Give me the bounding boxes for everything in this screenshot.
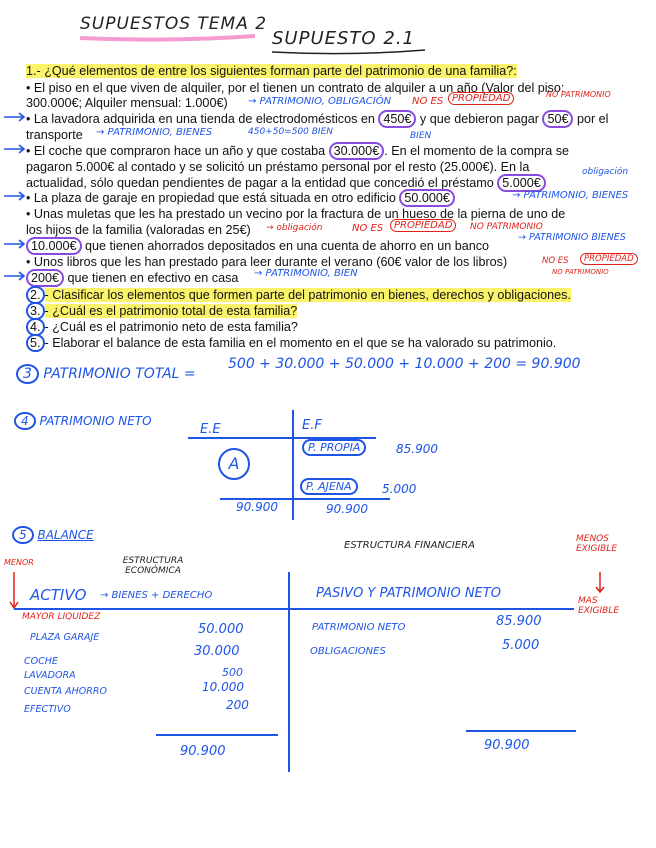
asset-value: 200 — [226, 698, 249, 712]
liability-value: 5.000 — [502, 638, 540, 653]
answer-5-label: 5 BALANCE — [12, 528, 94, 542]
answer-3-sum: 500 + 30.000 + 50.000 + 10.000 + 200 = 90.900 — [228, 356, 581, 372]
note-libros-propiedad: PROPIEDAD — [580, 254, 638, 264]
note-lavadora-sum: 450+50=500 BIEN — [248, 127, 333, 137]
answer-5-mayor-liquidez: MAYOR LIQUIDEZ — [22, 612, 101, 622]
answer-4-p-ajena: P. AJENA — [300, 480, 358, 493]
item-coche-line2: pagaron 5.000€ al contado y se solicitó un préstamo personal por el resto (25.000€). En la — [26, 160, 530, 174]
answer-5-activo-sub: → BIENES + DERECHO — [100, 590, 213, 601]
answer-5-menor: MENOR — [4, 558, 34, 567]
title-right: SUPUESTO 2.1 — [272, 28, 415, 49]
asset-value: 10.000 — [202, 680, 244, 694]
liability-name: PATRIMONIO NETO — [312, 622, 406, 633]
item-efectivo: 200€ que tienen en efectivo en casa — [26, 270, 238, 286]
answer-5-estructura-economica: ESTRUCTURA ECONÓMICA — [122, 556, 184, 576]
note-libros-nopatrimonio: NO PATRIMONIO — [552, 268, 609, 276]
answer-3-label: 3 PATRIMONIO TOTAL = — [16, 366, 196, 382]
asset-name: LAVADORA — [24, 670, 76, 681]
note-coche-obligacion: obligación — [582, 167, 629, 177]
item-ahorro: 10.000€ que tienen ahorrados depositados en una cuenta de ahorro en un banco — [26, 238, 489, 254]
note-piso-nopatrimonio: NO PATRIMONIO — [546, 90, 611, 99]
note-muletas-nopatrimonio: NO PATRIMONIO — [470, 222, 543, 232]
item-piso-line2: 300.000€; Alquiler mensual: 1.000€) — [26, 96, 228, 110]
answer-4-col-ec: E.E — [200, 422, 221, 437]
liability-name: OBLIGACIONES — [310, 646, 386, 657]
item-garaje: • La plaza de garaje en propiedad que está situada en otro edificio 50.000€ — [26, 190, 455, 206]
answer-5-total-line-left — [156, 734, 278, 736]
answer-4-col-ef: E.F — [302, 418, 322, 433]
answer-4-label: 4 PATRIMONIO NETO — [14, 414, 152, 428]
answer-5-hline — [14, 608, 574, 610]
answer-5-total-line-right — [466, 730, 576, 732]
note-muletas-obligacion: → obligación — [266, 223, 323, 233]
item-piso-line1: • El piso en el que viven de alquiler, por el tienen un contrato de alquiler a un año (Valor del piso: — [26, 81, 565, 95]
item-muletas-line2: los hijos de la familia (valoradas en 25€) — [26, 223, 251, 237]
answer-5-mas-exigible: MAS EXIGIBLE — [578, 596, 620, 616]
answer-4-total-right: 90.900 — [326, 502, 368, 516]
note-lavadora: → PATRIMONIO, BIENES — [96, 127, 213, 138]
note-muletas-noes: NO ES — [352, 223, 384, 234]
answer-5-total-left: 90.900 — [180, 744, 226, 759]
asset-name: CUENTA AHORRO — [24, 686, 107, 697]
note-piso: → PATRIMONIO, OBLIGACIÓN — [248, 96, 392, 107]
answer-5-pasivo: PASIVO Y PATRIMONIO NETO — [316, 586, 501, 601]
asset-name: EFECTIVO — [24, 704, 71, 715]
item-lavadora-line2: transporte — [26, 128, 83, 142]
asset-name: PLAZA GARAJE — [30, 632, 100, 643]
question-4: 4. - ¿Cuál es el patrimonio neto de esta familia? — [26, 319, 298, 335]
note-efectivo: → PATRIMONIO, BIEN — [254, 268, 358, 279]
title-left: SUPUESTOS TEMA 2 — [80, 14, 268, 34]
answer-5-total-right: 90.900 — [484, 738, 530, 753]
note-piso-noes: NO ES — [412, 96, 444, 107]
answer-4-p-ajena-val: 5.000 — [382, 482, 417, 496]
answer-4-circle-a: A — [218, 448, 250, 480]
asset-name: COCHE — [24, 656, 58, 667]
asset-value: 30.000 — [194, 644, 240, 659]
item-coche-line3: actualidad, sólo quedan pendientes de pagar a la entidad que concedió el préstamo 5.000€ — [26, 175, 546, 191]
note-garaje: → PATRIMONIO, BIENES — [512, 190, 629, 201]
note-muletas-propiedad: PROPIEDAD — [390, 220, 456, 231]
note-coche-bien: BIEN — [410, 131, 432, 141]
item-muletas-line1: • Unas muletas que les ha prestado un vecino por la fractura de un hueso de la pierna de uno de — [26, 207, 566, 221]
note-libros-noes: NO ES — [542, 256, 569, 266]
question-5: 5. - Elaborar el balance de esta familia en el momento en el que se ha valorado su patrimonio. — [26, 335, 556, 351]
item-coche-line1: • El coche que compraron hace un año y que costaba 30.000€ . En el momento de la compra se — [26, 144, 570, 158]
question-2: 2. - Clasificar los elementos que formen parte del patrimonio en bienes, derechos y obligaciones. — [26, 287, 571, 303]
note-piso-propiedad: PROPIEDAD — [448, 93, 514, 104]
asset-value: 500 — [222, 666, 243, 679]
question-1-prompt: 1.- ¿Qué elementos de entre los siguientes forman parte del patrimonio de una familia?: — [26, 64, 517, 78]
answer-4-p-propia: P. PROPIA — [302, 441, 366, 454]
item-libros: • Unos libros que les han prestado para leer durante el verano (60€ valor de los libros) — [26, 255, 508, 269]
answer-5-estructura-financiera: ESTRUCTURA FINANCIERA — [344, 540, 475, 551]
note-ahorro: → PATRIMONIO BIENES — [518, 232, 626, 243]
question-3: 3. - ¿Cuál es el patrimonio total de esta familia? — [26, 303, 297, 319]
item-lavadora-line1: • La lavadora adquirida en una tienda de electrodomésticos en 450€ y que debieron pagar 50€ por el — [26, 112, 609, 126]
answer-4-total-left: 90.900 — [236, 500, 278, 514]
answer-4-p-propia-val: 85.900 — [396, 442, 438, 456]
answer-5-menos-exigible: MENOS EXIGIBLE — [576, 534, 618, 554]
asset-value: 50.000 — [198, 622, 244, 637]
answer-5-activo: ACTIVO — [30, 586, 87, 604]
answer-5-vline — [288, 572, 290, 772]
liability-value: 85.900 — [496, 614, 542, 629]
